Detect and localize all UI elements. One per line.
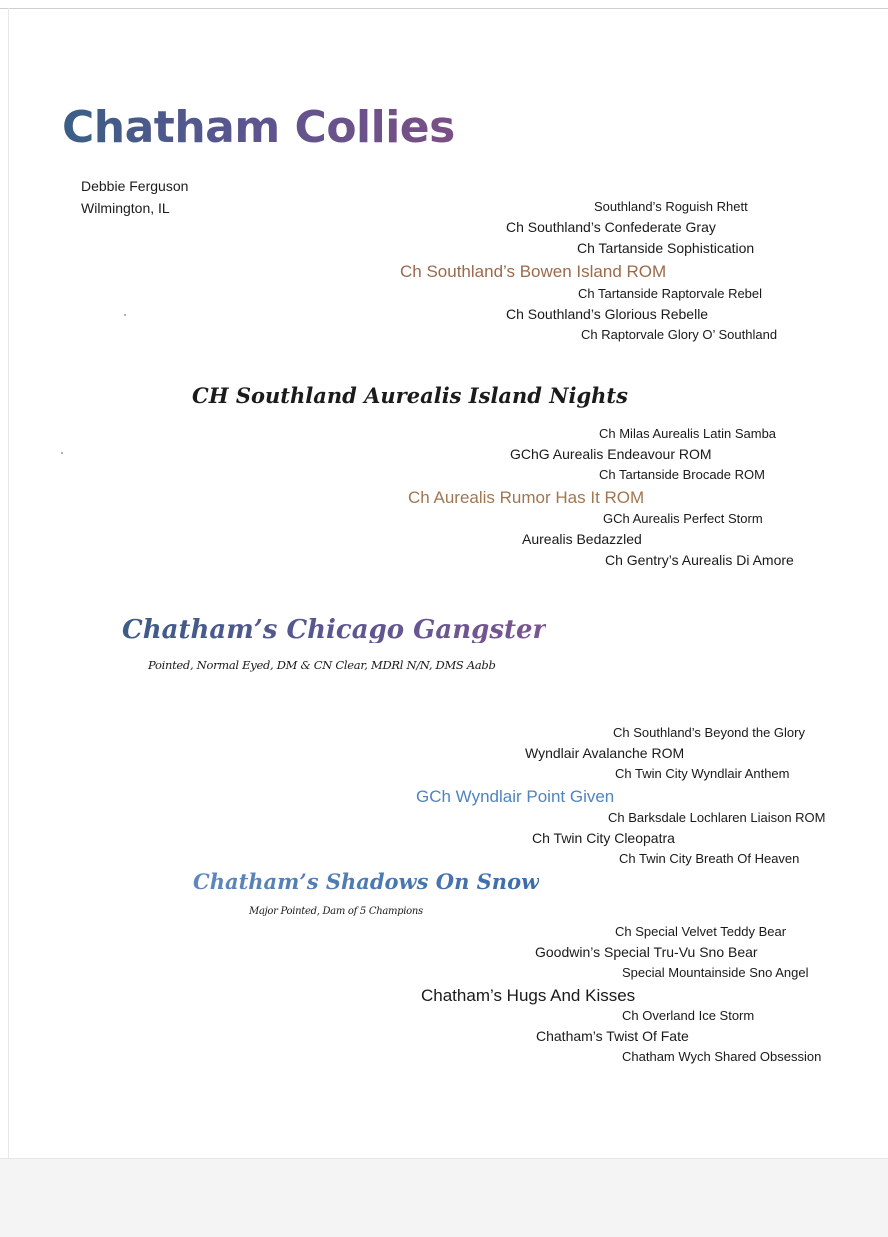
- pedigree-sire: Chatham’s Hugs And Kisses: [421, 986, 636, 1005]
- pedigree-entry: Ch Tartanside Brocade ROM: [599, 467, 765, 482]
- scan-speck: [124, 314, 126, 316]
- pedigree-sire: Ch Southland’s Bowen Island ROM: [400, 262, 667, 281]
- pedigree-entry: Ch Twin City Breath Of Heaven: [619, 851, 800, 866]
- pedigree-entry: GCh Aurealis Perfect Storm: [603, 511, 763, 526]
- pedigree-entry: Ch Special Velvet Teddy Bear: [615, 924, 787, 939]
- pedigree-entry: Ch Southland’s Confederate Gray: [506, 219, 716, 235]
- pedigree-entry: Ch Twin City Cleopatra: [532, 830, 675, 846]
- pedigree-entry: Wyndlair Avalanche ROM: [525, 745, 685, 761]
- pedigree-entry: Ch Gentry’s Aurealis Di Amore: [605, 552, 794, 568]
- dog-name-chicago-gangster: Chatham’s Chicago Gangster: [122, 615, 547, 645]
- pedigree-entry: Ch Raptorvale Glory O’ Southland: [581, 327, 778, 342]
- dog-name-shadows-on-snow: Chatham’s Shadows On Snow: [193, 869, 540, 894]
- dog-achievement-note: Major Pointed, Dam of 5 Champions: [249, 906, 423, 917]
- pedigree-entry: Ch Southland’s Glorious Rebelle: [506, 306, 709, 322]
- pedigree-entry: Ch Southland’s Beyond the Glory: [613, 725, 805, 740]
- owner-name: Debbie Ferguson: [81, 178, 189, 194]
- scan-speck: [61, 452, 63, 454]
- pedigree-entry: Chatham’s Twist Of Fate: [536, 1028, 689, 1044]
- pedigree-sire: GCh Wyndlair Point Given: [416, 787, 615, 806]
- pedigree-entry: Aurealis Bedazzled: [522, 531, 642, 547]
- dog-health-note: Pointed, Normal Eyed, DM & CN Clear, MDRl N/N, DMS Aabb: [148, 658, 496, 672]
- pedigree-entry: Ch Tartanside Sophistication: [577, 240, 755, 256]
- pedigree-entry: Special Mountainside Sno Angel: [622, 965, 809, 980]
- pedigree-entry: Ch Tartanside Raptorvale Rebel: [578, 286, 763, 301]
- pedigree-dam: Ch Aurealis Rumor Has It ROM: [408, 488, 645, 507]
- owner-location: Wilmington, IL: [81, 200, 170, 216]
- kennel-title: Chatham Collies: [62, 102, 455, 153]
- dog-name-island-nights: CH Southland Aurealis Island Nights: [192, 383, 628, 408]
- pedigree-entry: GChG Aurealis Endeavour ROM: [510, 446, 712, 462]
- pedigree-entry: Goodwin’s Special Tru-Vu Sno Bear: [535, 944, 758, 960]
- pedigree-entry: Ch Milas Aurealis Latin Samba: [599, 426, 777, 441]
- pedigree-entry: Ch Overland Ice Storm: [622, 1008, 755, 1023]
- pedigree-entry: Chatham Wych Shared Obsession: [622, 1049, 822, 1064]
- pedigree-entry: Ch Barksdale Lochlaren Liaison ROM: [608, 810, 826, 825]
- pedigree-entry: Southland’s Roguish Rhett: [594, 199, 748, 214]
- pedigree-entry: Ch Twin City Wyndlair Anthem: [615, 766, 790, 781]
